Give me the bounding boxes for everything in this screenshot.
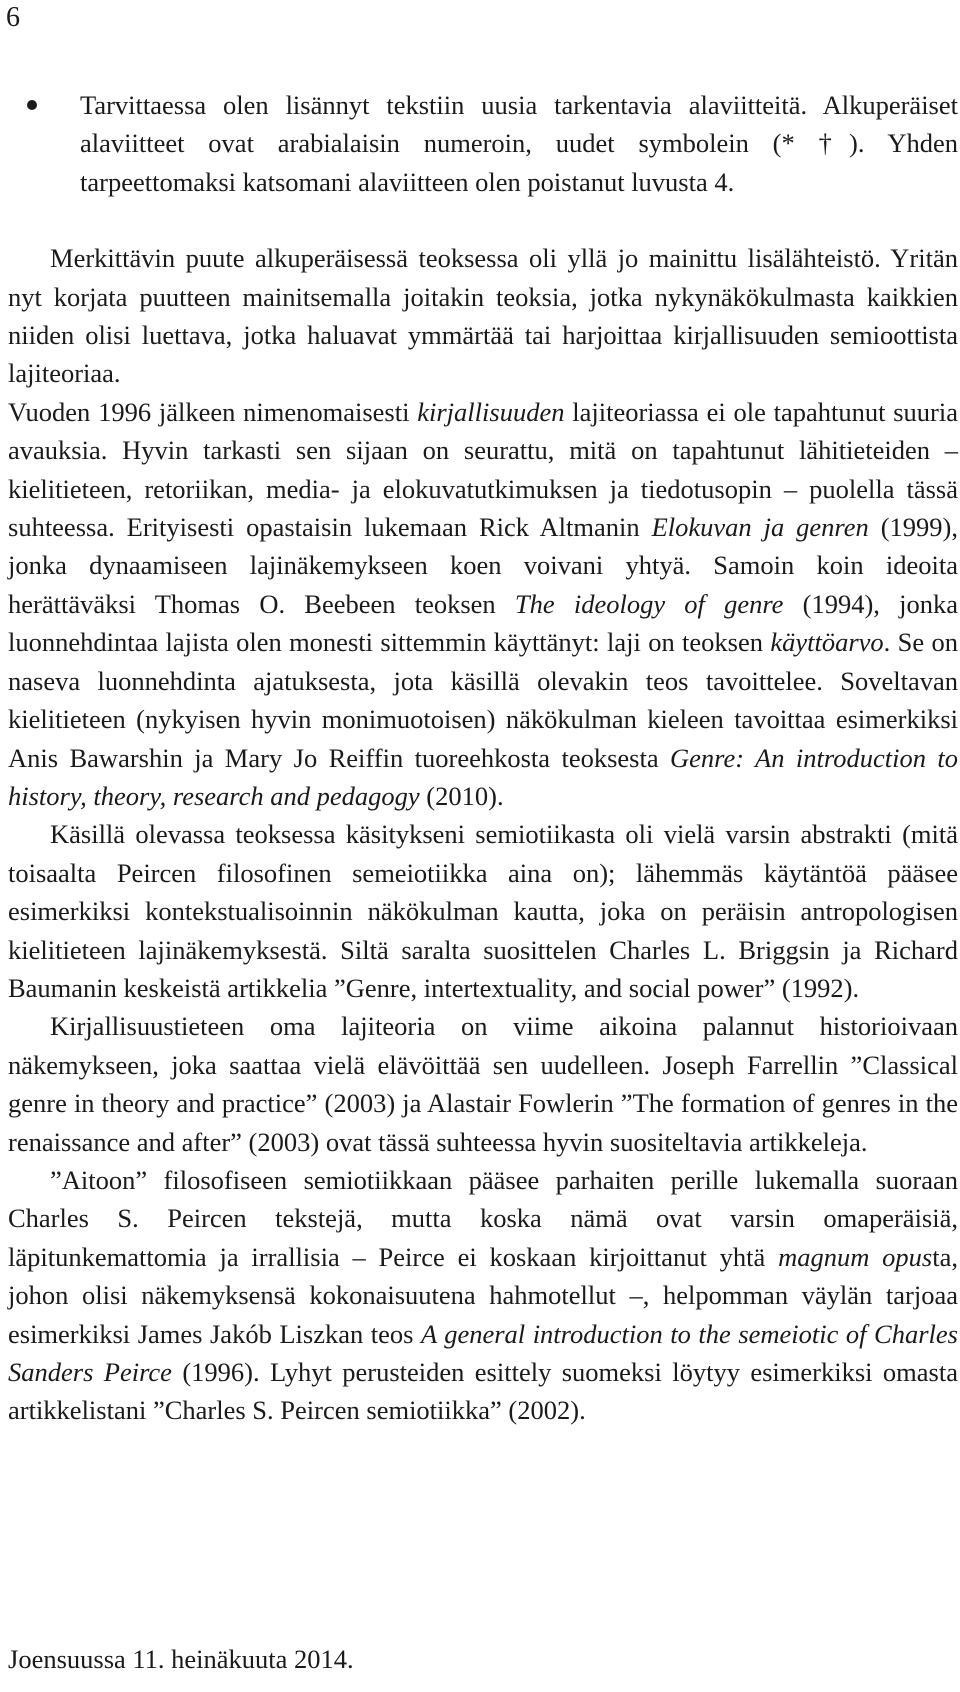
bullet-icon <box>27 100 37 110</box>
paragraph-5-italic: magnum opus <box>778 1241 933 1272</box>
spacer <box>8 201 958 239</box>
paragraph-1: Merkittävin puute alkuperäisessä teoksessa oli yllä jo mainittu lisälähteistö. Yritän nyt korjata puutteen mainitsemalla joitakin teoksia, jotka nykynäkökulmasta kaikkien niiden olisi luettava, jotka haluavat ymmärtää tai harjoittaa kirjallisuuden semioottista lajiteoriaa. <box>8 243 958 389</box>
paragraph-4: Kirjallisuustieteen oma lajiteoria on viime aikoina palannut historioivaan näkemykseen, joka saattaa vielä elävöittää sen uudelleen. Joseph Farrellin ”Classical genre in theory and practice” (2003) ja Alastair Fowlerin ”The formation of genres in the renaissance and after” (2003) ovat tässä suhteessa hyvin suositeltavia artikkeleja. <box>8 1011 958 1157</box>
paragraph-2-italic: Elokuvan ja genren <box>651 512 869 543</box>
list-item <box>80 86 958 201</box>
paragraph-2-text: (1999), jonka dynaamiseen lajinäkemykseen koen voivani yhtyä. Samoin koin ideoita herättäväksi Thomas O. Beebeen teoksen <box>8 512 959 619</box>
paragraph-5-text: ta, johon olisi näkemyksensä kokonaisuutena hahmotellut –, helpomman väylän tarjoaa esimerkiksi James Jakób Liszkan teos <box>8 1241 958 1349</box>
page-number: 6 <box>6 2 20 33</box>
paragraph-5-text: (1996). Lyhyt perusteiden esittely suomeksi löytyy esimerkiksi omasta artikkelistani ”Charles S. Peircen semiotiikka” (2002). <box>8 1357 958 1426</box>
paragraph-2-text: (2010). <box>419 780 504 811</box>
paragraph-2-italic: Genre: An introduction to history, theory, research and pedagogy <box>8 742 958 811</box>
paragraph-5-italic: A general introduction to the semeiotic of Charles Sanders Peirce <box>8 1318 958 1387</box>
bullet-item-text: Tarvittaessa olen lisännyt tekstiin uusia tarkentavia alaviitteitä. Alkuperäiset alaviitteet ovat arabialaisin numeroin, uudet symbolein (* †). Yhden tarpeettomaksi katsomani alaviitteen olen poistanut luvusta 4. <box>80 90 958 197</box>
paragraph-2-text: lajiteoriassa ei ole tapahtunut suuria avauksia. Hyvin tarkasti sen sijaan on seurattu, mitä on tapahtunut lähitieteiden – kielitieteen, retoriikan, media- ja elokuvatutkimuksen ja tiedotusopin – puolella tässä suhteessa. Erityisesti opastaisin lukemaan Rick Altmanin <box>8 396 959 543</box>
paragraph-2-italic: kirjallisuuden <box>417 396 565 427</box>
body-text <box>8 86 958 1430</box>
paragraph-2-text: (1994), jonka luonnehdintaa lajista olen monesti sittemmin käyttänyt: laji on teoksen <box>8 588 959 658</box>
bullet-list <box>8 86 958 201</box>
paragraph-2 <box>8 393 958 815</box>
paragraph-2-text: . Se on naseva luonnehdinta ajatuksesta, jota käsillä olevakin teos tavoittelee. Soveltavan kielitieteen (nykyisen hyvin monimuotoisen) näkökulman kieleen tavoittaa esimerkiksi Anis Bawarshin ja Mary Jo Reiffin tuoreehkosta teoksesta <box>8 627 958 773</box>
paragraph-3: Käsillä olevassa teoksessa käsitykseni semiotiikasta oli vielä varsin abstrakti (mitä toisaalta Peircen filosofinen semeiotiikka aina on); lähemmäs käytäntöä pääsee esimerkiksi kontekstualisoinnin näkökulman kautta, joka on peräisin antropologisen kielitieteen lajinäkemyksestä. Siltä saralta suosittelen Charles L. Briggsin ja Richard Baumanin keskeistä artikkelia ”Genre, intertextuality, and social power” (1992). <box>8 819 958 1003</box>
paragraph-2-italic: The ideology of genre <box>514 588 784 619</box>
paragraph-5-text: ”Aitoon” filosofiseen semiotiikkaan pääsee parhaiten perille lukemalla suoraan Charles S. Peircen tekstejä, mutta koska nämä ovat varsin omaperäisiä, läpitunkemattomia ja irrallisia – Peirce ei koskaan kirjoittanut yhtä <box>8 1164 958 1272</box>
signature-line: Joensuussa 11. heinäkuuta 2014. <box>8 1644 354 1674</box>
paragraph-5 <box>8 1161 958 1430</box>
paragraph-2-text: Vuoden 1996 jälkeen nimenomaisesti <box>8 396 418 427</box>
paragraph-2-italic: käyttöarvo <box>770 627 884 658</box>
